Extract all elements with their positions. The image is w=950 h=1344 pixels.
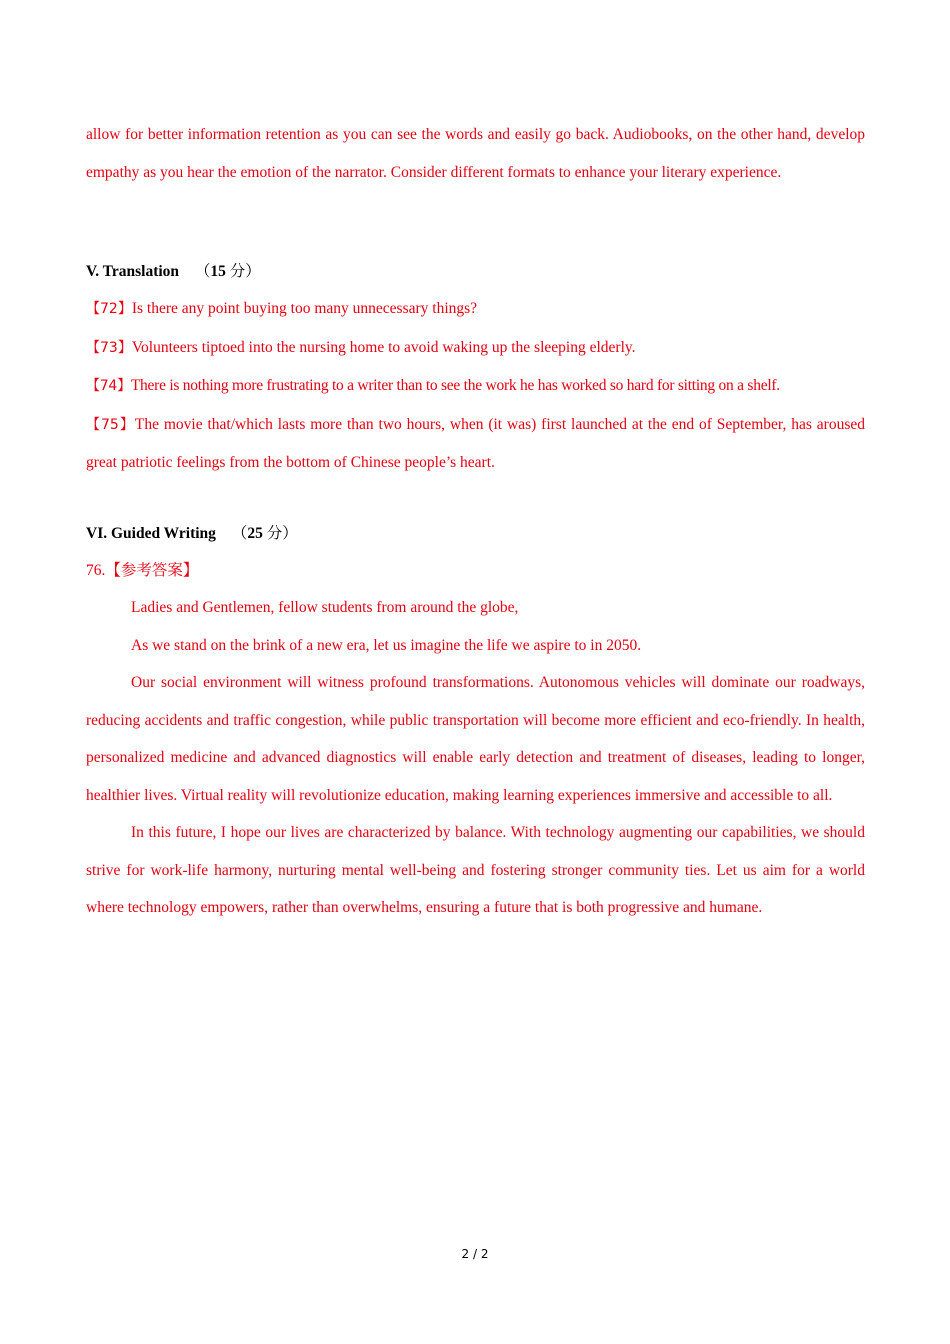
item-number: 【75】 xyxy=(86,416,135,433)
section-v-score: （15 分） xyxy=(194,263,261,280)
reading-tail-paragraph: allow for better information retention as you can see the words and easily go back. Audiobooks, on the other hand, develop empathy as you hear the emotion of the narrator. Consider different formats to enhance your literary experience. xyxy=(86,126,865,181)
reading-answer-tail xyxy=(86,116,865,191)
section-vi-heading xyxy=(86,515,865,553)
essay-paragraph: As we stand on the brink of a new era, let us imagine the life we aspire to in 2050. xyxy=(131,636,642,654)
item-number: 【74】 xyxy=(86,378,131,394)
item-number: 【73】 xyxy=(86,339,132,356)
essay-paragraph: Our social environment will witness profound transformations. Autonomous vehicles will dominate our roadways, reducing accidents and traffic congestion, while public transportation will become more efficient and eco-friendly. In health, personalized medicine and advanced diagnostics will enable early detection and treatment of diseases, leading to longer, healthier lives. Virtual reality will revolutionize education, making learning experiences immersive and accessible to all. xyxy=(86,674,865,804)
translation-answers xyxy=(86,290,865,482)
section-v-heading xyxy=(86,253,865,291)
item-number: 【72】 xyxy=(86,301,132,317)
translation-item-75: 【75】The movie that/which lasts more than two hours, when (it was) first launched at the end of September, has aroused great patriotic feelings from the bottom of Chinese people’s heart. xyxy=(86,415,865,471)
translation-item-74: 【74】There is nothing more frustrating to a writer than to see the work he has worked so hard for sitting on a shelf. xyxy=(86,377,780,394)
answer-label: 76.【参考答案】 xyxy=(86,562,199,579)
section-vi-score: （25 分） xyxy=(231,525,298,542)
essay-paragraph: Ladies and Gentlemen, fellow students from around the globe, xyxy=(131,599,519,616)
essay-paragraph: In this future, I hope our lives are characterized by balance. With technology augmenting our capabilities, we should strive for work-life harmony, nurturing mental well-being and fostering stronger community ties. Let us aim for a world where technology empowers, rather than overwhelms, ensuring a future that is both progressive and humane. xyxy=(86,824,865,916)
translation-item-73: 【73】Volunteers tiptoed into the nursing home to avoid waking up the sleeping elderly. xyxy=(86,338,636,356)
guided-writing-essay xyxy=(86,589,865,927)
section-v-title: V. Translation xyxy=(86,263,180,280)
section-vi-title: VI. Guided Writing xyxy=(86,525,216,542)
translation-item-72: 【72】Is there any point buying too many unnecessary things? xyxy=(86,300,478,317)
page-number: 2 / 2 xyxy=(461,1247,489,1261)
